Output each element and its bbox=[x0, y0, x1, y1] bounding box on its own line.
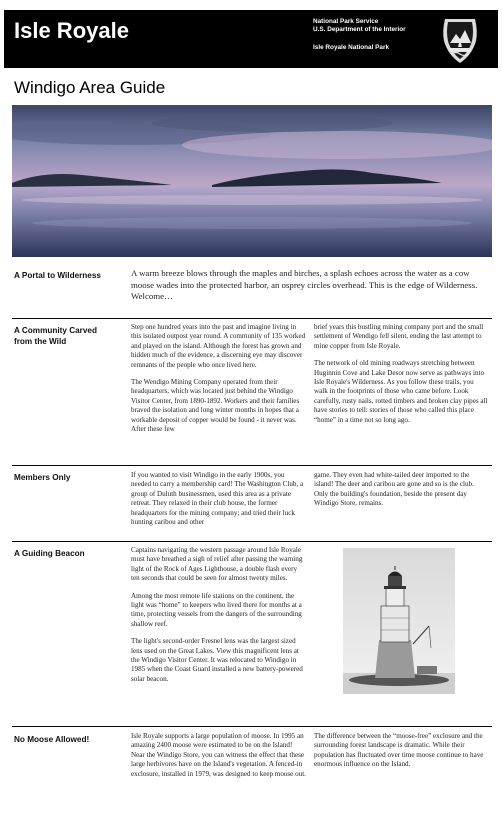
section-heading-members: Members Only bbox=[14, 473, 71, 482]
members-column-1: If you wanted to visit Windigo in the early 1900s, you needed to carry a membership card! The Washington Club, a group of Duluth businessmen, used this area as a private retreat. They relaxed in their club house, the former headquarters for the mining company; and tried their luck hunting caribou and other bbox=[131, 471, 304, 527]
heading-line: A Community Carved bbox=[14, 326, 97, 335]
members-column-2: game. They even had white-tailed deer imported to the island! The deer and caribou are gone and so is the club. Only the building's foundation, beside the present day Windigo Store, remains. bbox=[314, 471, 474, 508]
section-heading-beacon: A Guiding Beacon bbox=[14, 549, 85, 558]
community-column-2 bbox=[314, 323, 488, 433]
heading-line: from the Wild bbox=[14, 337, 67, 346]
department-line: U.S. Department of the Interior bbox=[313, 26, 406, 34]
guide-title: Windigo Area Guide bbox=[14, 78, 166, 97]
section-heading-community bbox=[14, 325, 97, 347]
section-divider bbox=[12, 465, 492, 466]
agency-block bbox=[313, 18, 406, 52]
section-heading-moose: No Moose Allowed! bbox=[14, 735, 90, 744]
moose-column-1: Isle Royale supports a large population of moose. In 1995 an amazing 2400 moose were estimated to be on the Island! Near the Windigo Store, you can witness the effect that these large herbivores have on the Island's vegetation. A fenced-in exclosure, installed in 1979, was designed to keep moose out. bbox=[131, 732, 306, 778]
intro-paragraph: A warm breeze blows through the maples and birches, a splash echoes across the water as a cow moose wades into the protected harbor, an osprey circles overhead. This is the edge of Wilderness. Welcome… bbox=[131, 268, 478, 302]
paragraph: Among the most remote life stations on the continent, the light was “home” to keepers who lived there for months at a time, protecting vessels from the dangers of the surrounding shallow reef. bbox=[131, 591, 302, 628]
paragraph: Step one hundred years into the past and imagine living in this isolated outpost year round. A community of 135 worked and played on the island. Although the forest has grown and hidden much of the evidence, a discerning eye may discover remnants of the people who once lived here. bbox=[131, 323, 306, 369]
park-title: Isle Royale bbox=[14, 18, 129, 43]
paragraph: Captains navigating the western passage around Isle Royale must have breathed a sigh of relief after passing the warning light of the Rock of Ages Lighthouse, a double flash every ten seconds that could be seen for almost twenty miles. bbox=[131, 546, 303, 583]
agency-line: National Park Service bbox=[313, 18, 379, 25]
beacon-column bbox=[131, 546, 303, 692]
moose-column-2: The difference between the “moose-free” exclosure and the surrounding forest landscape is dramatic. While their population has fluctuated over time moose continue to have enormous influence on the Island. bbox=[314, 732, 484, 769]
paragraph: The network of old mining roadways stretching between Huginnin Cove and Lake Desor now serve as pathways into Isle Royale's Wilderness. As you follow these trails, you walk in the footprints of those who came before. Look carefully, rusty nails, rotted timbers and broken clay pipes all have stories to tell: stories of those who called this place “home” in a time not so long ago. bbox=[314, 359, 488, 424]
paragraph: The light's second-order Fresnel lens was the largest sized lens used on the Great Lakes. View this magnificent lens at the Windigo Visitor Center. It was relocated to Windigo in 1985 when the Coast Guard installed a new battery-powered solar beacon. bbox=[131, 637, 303, 683]
section-heading-portal: A Portal to Wilderness bbox=[14, 271, 101, 280]
community-column-1 bbox=[131, 323, 306, 442]
section-divider bbox=[12, 318, 492, 319]
landscape-photo bbox=[12, 105, 492, 257]
nps-arrowhead-icon bbox=[441, 17, 479, 65]
lighthouse-photo bbox=[343, 548, 455, 694]
park-unit-line: Isle Royale National Park bbox=[313, 43, 390, 51]
section-divider bbox=[12, 726, 492, 727]
section-divider bbox=[12, 541, 492, 542]
paragraph: brief years this bustling mining company port and the small settlement of Wendigo fell silent, ending the last attempt to mine copper from Isle Royale. bbox=[314, 323, 484, 350]
paragraph: The Wendigo Mining Company operated from their headquarters, which was located just behind the Windigo Visitor Center, from 1890-1892. Workers and their families braved the isolation and long winter months in hopes that a workable deposit of copper would be found - it never was. After these few bbox=[131, 378, 300, 434]
